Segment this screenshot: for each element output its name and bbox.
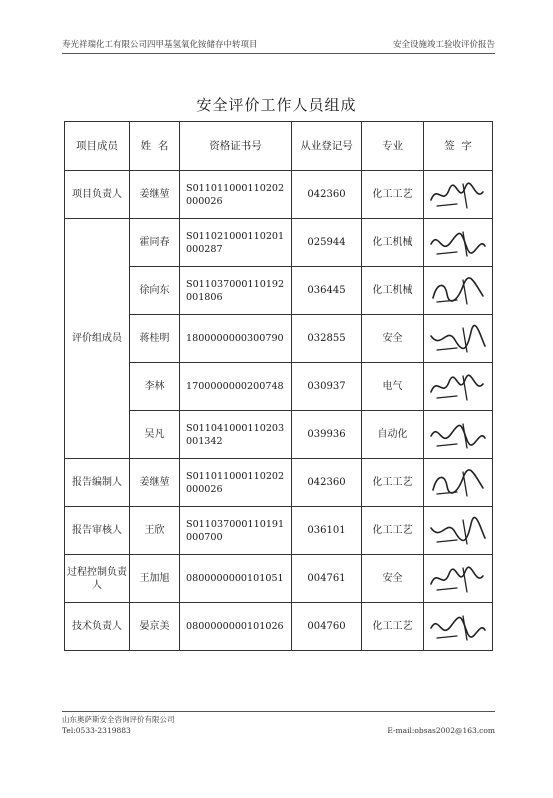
role-cell: 报告编制人 [65, 459, 130, 507]
column-header-role: 项目成员 [65, 122, 130, 171]
name-cell: 霍同春 [130, 219, 180, 267]
signature-stroke [437, 280, 467, 304]
cert-cell [180, 411, 292, 459]
cert-number: 0800000000101026 [186, 621, 284, 632]
cert-cell [180, 459, 292, 507]
role-cell: 项目负责人 [65, 171, 130, 219]
signature-cell [424, 507, 493, 555]
name-cell: 姜继堃 [130, 171, 180, 219]
signature-stroke [437, 472, 467, 496]
signature-stroke [431, 617, 485, 637]
signature-stroke [431, 375, 483, 392]
cert-cell [180, 315, 292, 363]
handwritten-signature [427, 514, 489, 548]
signature-stroke [431, 233, 485, 253]
cert-number: 0800000000101051 [186, 573, 284, 584]
cert-number: 1700000000200748 [186, 381, 284, 392]
name-cell: 王欣 [130, 507, 180, 555]
name-cell: 徐向东 [130, 267, 180, 315]
signature-cell [424, 267, 493, 315]
handwritten-signature [427, 418, 489, 452]
major-cell: 化工工艺 [362, 507, 424, 555]
cert-number: 1800000000300790 [186, 333, 284, 344]
handwritten-signature [427, 562, 489, 596]
signature-cell [424, 603, 493, 651]
major-cell: 化工工艺 [362, 459, 424, 507]
cert-cell [180, 267, 292, 315]
role-cell: 评价组成员 [65, 219, 130, 459]
table-header-row [65, 122, 493, 171]
column-header-name: 姓 名 [130, 122, 180, 171]
major-cell: 化工工艺 [362, 171, 424, 219]
staff-table [64, 121, 493, 651]
role-cell: 报告审核人 [65, 507, 130, 555]
signature-stroke [431, 567, 483, 584]
signature-cell [424, 315, 493, 363]
page-footer [62, 711, 495, 735]
reg-cell: 036101 [292, 507, 362, 555]
signature-cell [424, 411, 493, 459]
table-row [65, 603, 493, 651]
page-title: 安全评价工作人员组成 [196, 96, 357, 114]
signature-cell [424, 219, 493, 267]
signature-stroke [431, 325, 485, 348]
reg-cell: 032855 [292, 315, 362, 363]
footer-email: E-mail:obsas2002@163.com [387, 726, 495, 735]
cert-number: S011037000110192001806 [186, 278, 285, 303]
cert-number: S011011000110202000026 [186, 470, 285, 495]
table-row [65, 411, 493, 459]
name-cell: 吴凡 [130, 411, 180, 459]
signature-cell [424, 171, 493, 219]
cert-cell [180, 363, 292, 411]
reg-cell: 036445 [292, 267, 362, 315]
cert-number: S011041000110203001342 [186, 422, 285, 447]
reg-cell: 004761 [292, 555, 362, 603]
role-cell: 过程控制负责人 [65, 555, 130, 603]
table-row [65, 459, 493, 507]
cert-number: S011021000110201000287 [186, 230, 285, 255]
handwritten-signature [427, 178, 489, 212]
table-row [65, 171, 493, 219]
column-header-cert: 资格证书号 [180, 122, 292, 171]
handwritten-signature [427, 226, 489, 260]
cert-cell [180, 555, 292, 603]
major-cell: 电气 [362, 363, 424, 411]
major-cell: 化工机械 [362, 267, 424, 315]
column-header-reg: 从业登记号 [292, 122, 362, 171]
cert-number: S011011000110202000026 [186, 182, 285, 207]
cert-cell [180, 507, 292, 555]
reg-cell: 042360 [292, 171, 362, 219]
signature-stroke [431, 183, 483, 200]
major-cell: 安全 [362, 555, 424, 603]
name-cell: 蒋桂明 [130, 315, 180, 363]
reg-cell: 039936 [292, 411, 362, 459]
name-cell: 王加旭 [130, 555, 180, 603]
cert-number: S011037000110191000700 [186, 518, 285, 543]
signature-stroke [433, 277, 483, 300]
handwritten-signature [427, 610, 489, 644]
reg-cell: 004760 [292, 603, 362, 651]
signature-stroke [431, 517, 485, 540]
signature-stroke [433, 469, 483, 492]
major-cell: 自动化 [362, 411, 424, 459]
name-cell: 晏京美 [130, 603, 180, 651]
handwritten-signature [427, 322, 489, 356]
reg-cell: 025944 [292, 219, 362, 267]
major-cell: 安全 [362, 315, 424, 363]
table-row [65, 267, 493, 315]
role-cell: 技术负责人 [65, 603, 130, 651]
signature-stroke [431, 425, 485, 445]
reg-cell: 030937 [292, 363, 362, 411]
table-row [65, 315, 493, 363]
cert-cell [180, 603, 292, 651]
page-header [62, 38, 495, 54]
major-cell: 化工工艺 [362, 603, 424, 651]
table-row [65, 555, 493, 603]
cert-cell [180, 171, 292, 219]
header-report-type: 安全设施竣工验收评价报告 [392, 40, 495, 50]
reg-cell: 042360 [292, 459, 362, 507]
table-row [65, 219, 493, 267]
name-cell: 李林 [130, 363, 180, 411]
signature-cell [424, 555, 493, 603]
footer-tel: Tel:0533-2319883 [62, 726, 131, 735]
table-row [65, 363, 493, 411]
column-header-major: 专业 [362, 122, 424, 171]
handwritten-signature [427, 274, 489, 308]
signature-cell [424, 363, 493, 411]
cert-cell [180, 219, 292, 267]
signature-cell [424, 459, 493, 507]
handwritten-signature [427, 466, 489, 500]
name-cell: 姜继堃 [130, 459, 180, 507]
column-header-signature: 签 字 [424, 122, 493, 171]
header-project: 寿光祥瑞化工有限公司四甲基氢氧化铵储存中转项目 [62, 40, 258, 50]
major-cell: 化工机械 [362, 219, 424, 267]
handwritten-signature [427, 370, 489, 404]
table-row [65, 507, 493, 555]
footer-company: 山东奥萨斯安全咨询评价有限公司 [62, 715, 175, 724]
